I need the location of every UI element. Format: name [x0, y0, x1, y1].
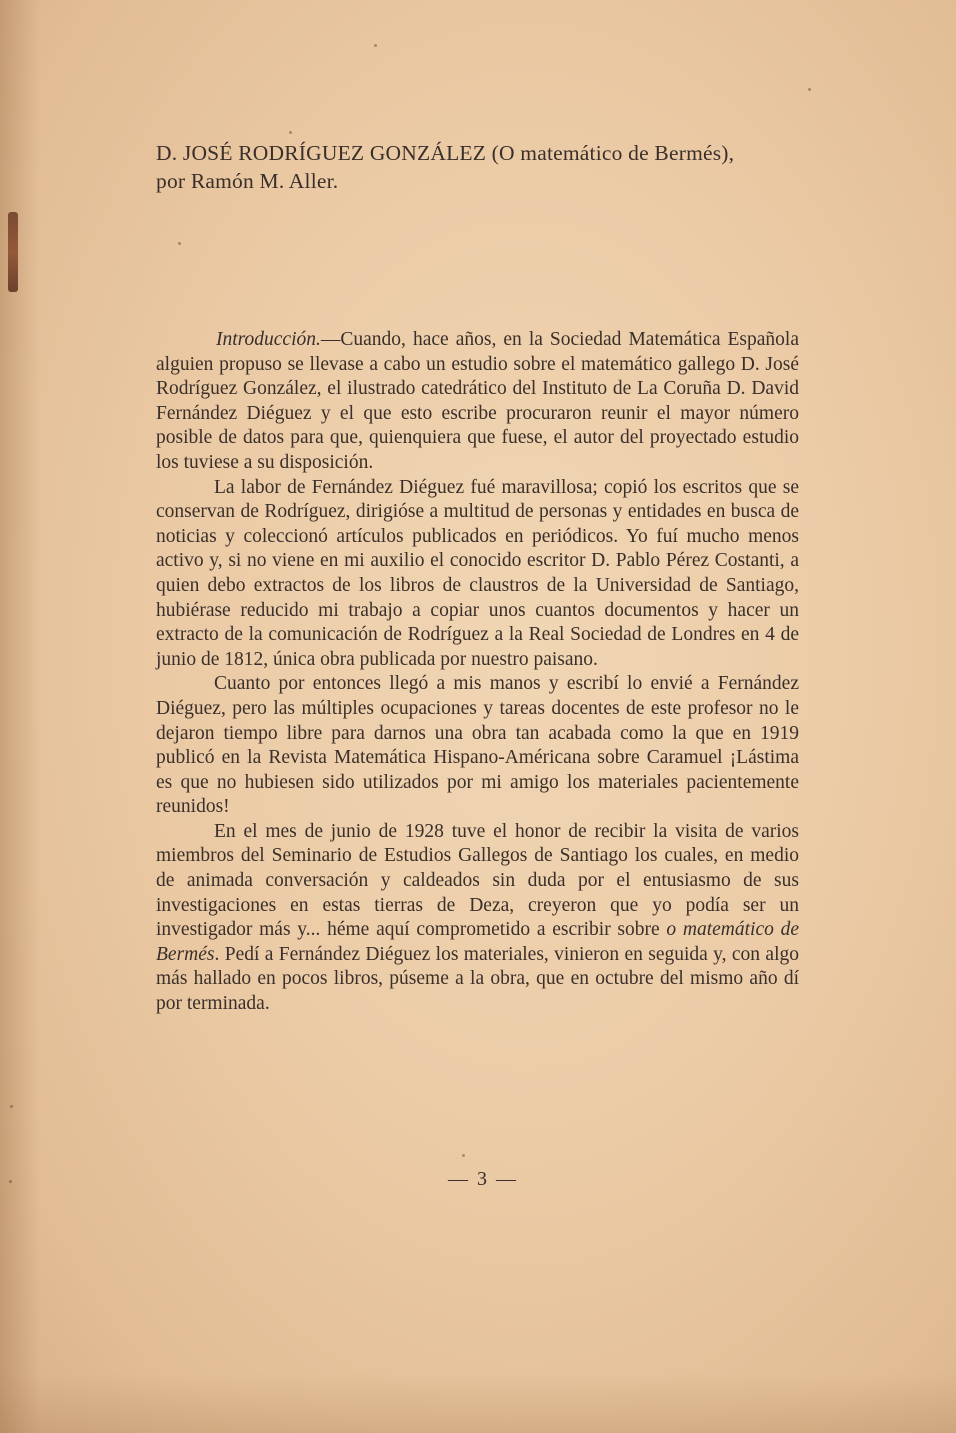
- paper-speck: [178, 242, 181, 245]
- page-number: — 3 —: [448, 1168, 518, 1190]
- paragraph: Cuanto por entonces llegó a mis manos y escribí lo envié a Fernández Diéguez, pero las múltiples ocupaciones y tareas docentes de este profesor no le dejaron tiempo libre para darnos una obra tan acabada como la que en 1919 publicó en la Revista Matemática Hispano-Américana sobre Caramuel ¡Lástima es que no hubiesen sido utilizados por mi amigo los materiales pacientemente reunidos!: [156, 673, 799, 818]
- italic-phrase: o matemático de Bermés: [156, 919, 799, 965]
- paragraph-text: —Cuando, hace años, en la Sociedad Matemática Española alguien propuso se llevase a cabo un estudio sobre el matemático gallego D. José Rodríguez González, el ilustrado catedrático del Instituto de La Coruña D. David Fernández Diéguez y el que esto escribe procuraron reunir el mayor número posible de datos para que, quienquiera que fuese, el autor del proyectado estudio los tuviese a su disposición.: [156, 329, 799, 473]
- paper-speck: [10, 1105, 13, 1108]
- paper-speck: [289, 131, 292, 134]
- paragraph: [156, 820, 799, 1017]
- page-edge-shadow: [0, 0, 40, 1433]
- section-heading: Introducción.: [216, 329, 321, 350]
- paragraph: La labor de Fernández Diéguez fué maravillosa; copió los escritos que se conservan de Rodríguez, dirigióse a multitud de personas y entidades en busca de noticias y coleccionó artículos publicados en periódicos. Yo fuí mucho menos activo y, si no viene en mi auxilio el conocido escritor D. Pablo Pérez Costanti, a quien debo extractos de los libros de claustros de la Universidad de Santiago, hubiérase reducido mi trabajo a copiar unos cuantos documentos y hacer un extracto de la comunicación de Rodríguez a la Real Sociedad de Londres en 4 de junio de 1812, única obra publicada por nuestro paisano.: [156, 476, 799, 670]
- article-body: [156, 328, 799, 1017]
- paragraph-text: En el mes de junio de 1928 tuve el honor de recibir la visita de varios miembros del Seminario de Estudios Gallegos de Santiago los cuales, en medio de animada conversación y caldeados sin duda por el entusiasmo de sus investigaciones en estas tierras de Deza, creyeron que yo podía ser un investigador más y... héme aquí comprometido a escribir sobre: [156, 820, 799, 941]
- article-byline: por Ramón M. Aller.: [156, 169, 339, 193]
- paper-speck: [462, 1154, 465, 1157]
- page-bottom-shadow: [0, 1373, 956, 1433]
- article-header: [156, 139, 816, 195]
- paragraph-text: . Pedí a Fernández Diéguez los materiales, vinieron en seguida y, con algo más hallado en pocos libros, púseme a la obra, que en octubre del mismo año dí por terminada.: [156, 943, 799, 1015]
- paragraph-introduction: [156, 328, 799, 476]
- article-title: D. JOSÉ RODRÍGUEZ GONZÁLEZ (O matemático de Bermés),: [156, 141, 735, 165]
- paper-speck: [808, 88, 811, 91]
- paper-speck: [374, 44, 377, 47]
- binding-stain: [8, 212, 18, 292]
